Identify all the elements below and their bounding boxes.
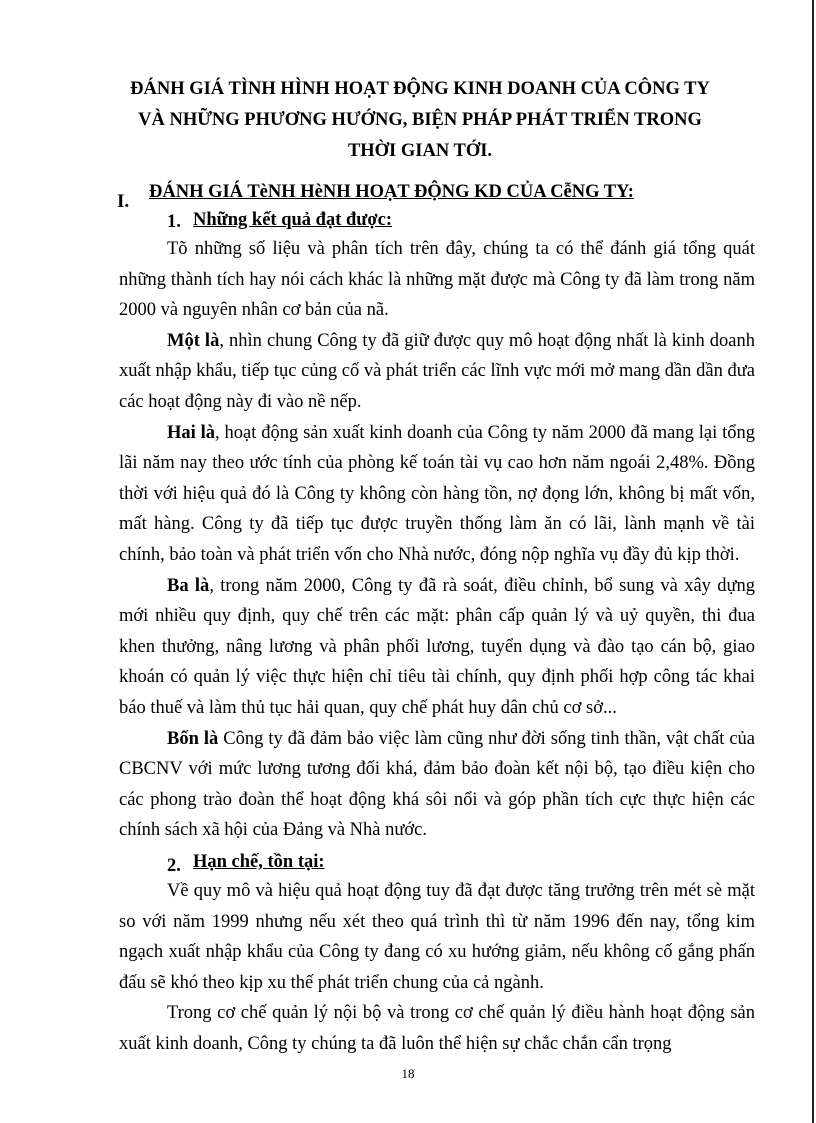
paragraph-1-lead: Một là	[167, 330, 220, 351]
paragraph-3-text: , trong năm 2000, Công ty đã rà soát, điều chỉnh, bổ sung và xây dựng mới nhiều quy định, quy chế trên các mặt: phân cấp quản lý và uỷ quyền, thi đua khen thưởng, nâng lương và phân phối lương, tuyển dụng và đào tạo cán bộ, giao khoán có quản lý việc thực hiện chỉ tiêu tài chính, quy định phối hợp công tác khai báo thuế và làm thủ tục hải quan, quy chế phát huy dân chủ cơ sở...	[119, 575, 755, 718]
paragraph-intro: Tõ những số liệu và phân tích trên đây, chúng ta có thể đánh giá tổng quát những thành tích hay nói cách khác là những mặt được mà Công ty đã làm trong năm 2000 và nguyên nhân cơ bản của nã.	[119, 239, 755, 321]
paragraph-3-lead: Ba là	[167, 575, 210, 596]
section-heading: ĐÁNH GIÁ TèNH HèNH HOẠT ĐỘNG KD CỦA CễNG TY:	[149, 182, 634, 202]
paragraph-2-text: , hoạt động sản xuất kinh doanh của Công ty năm 2000 đã mang lại tổng lãi năm nay theo ước tính của phòng kế toán tài vụ cao hơn năm ngoái 2,48%. Đồng thời với hiệu quả đó là Công ty không còn hàng tồn, nợ đọng lớn, không bị mất vốn, mất hàng. Công ty đã tiếp tục được truyền thống làm ăn có lãi, lành mạnh về tài chính, bảo toàn và phát triển vốn cho Nhà nước, đóng nộp nghĩa vụ đầy đủ kịp thời.	[119, 422, 755, 565]
paragraph-4-lead: Bốn là	[167, 728, 219, 749]
paragraph-2	[119, 418, 755, 571]
title-line-3: THỜI GIAN TỚI.	[347, 141, 493, 161]
title-line-2: VÀ NHỮNG PHƯƠNG HƯỚNG, BIỆN PHÁP PHÁT TRIỂN TRONG	[138, 110, 702, 130]
subsection-1-number: 1.	[167, 212, 181, 232]
subsection-1-heading: Những kết quả đạt được:	[193, 210, 392, 230]
paragraph-2-lead: Hai là	[167, 422, 216, 443]
paragraph-3	[119, 571, 755, 724]
document-title	[100, 74, 740, 167]
title-line-1: ĐÁNH GIÁ TÌNH HÌNH HOẠT ĐỘNG KINH DOANH CỦA CÔNG TY	[130, 79, 710, 99]
paragraph-1-text: , nhìn chung Công ty đã giữ được quy mô hoạt động nhất là kinh doanh xuất nhập khẩu, tiếp tục củng cố và phát triển các lĩnh vực mới mở mang dần dần đưa các hoạt động này đi vào nề nếp.	[119, 330, 756, 412]
paragraph-4	[119, 724, 755, 846]
page-edge-line	[812, 0, 814, 1123]
paragraph-5: Về quy mô và hiệu quả hoạt động tuy đã đạt được tăng trưởng trên mét sè mặt so với năm 1999 nhưng nếu xét theo quá trình thì từ năm 1996 đến nay, tổng kim ngạch xuất nhập khẩu của Công ty đang có xu hướng giảm, nếu không cố gắng phấn đấu sẽ khó theo kịp xu thế phát triển chung của cả ngành.	[119, 881, 755, 993]
page-number: 18	[401, 1066, 415, 1081]
paragraph-4-text: Công ty đã đảm bảo việc làm cũng như đời sống tinh thần, vật chất của CBCNV với mức lương tương đối khá, đảm bảo đoàn kết nội bộ, tạo điều kiện cho các phong trào đoàn thể hoạt động khá sôi nổi và góp phần tích cực thực hiện các chính sách xã hội của Đảng và Nhà nước.	[119, 728, 755, 841]
body-block-1	[119, 234, 755, 846]
paragraph-1	[119, 326, 755, 418]
section-numeral: I.	[117, 191, 130, 212]
paragraph-6: Trong cơ chế quản lý nội bộ và trong cơ chế quản lý điều hành hoạt động sản xuất kinh doanh, Công ty chúng ta đã luôn thể hiện sự chắc chắn cẩn trọng	[119, 1003, 755, 1054]
body-block-2	[119, 876, 755, 1060]
subsection-2-heading: Hạn chế, tồn tại:	[193, 852, 325, 872]
subsection-2-number: 2.	[167, 856, 181, 876]
